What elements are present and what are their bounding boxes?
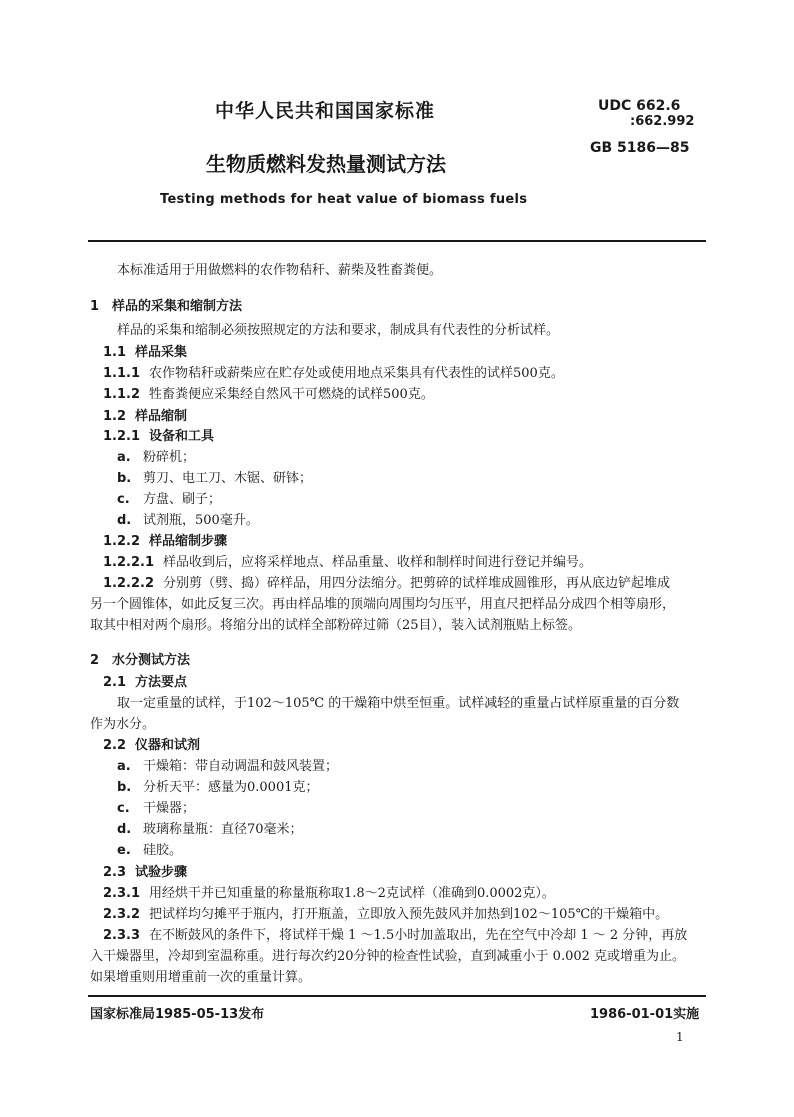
- section-title: 设备和工具: [149, 429, 215, 444]
- list-item: [117, 449, 195, 467]
- udc-code: UDC 662.6: [598, 98, 681, 114]
- section-title: 样品采集: [135, 345, 188, 360]
- section-number: 1.2.1: [103, 429, 141, 444]
- clause-number: 2.3.3: [103, 928, 141, 943]
- item-text: 玻璃称量瓶：直径70毫米；: [143, 822, 303, 837]
- item-label: b.: [117, 471, 132, 486]
- item-label: d.: [117, 513, 132, 528]
- item-label: e.: [117, 843, 131, 858]
- item-text: 硅胶。: [143, 843, 183, 858]
- item-text: 干燥箱：带自动调温和鼓风装置；: [143, 759, 339, 774]
- clause-2-3-3: [103, 927, 687, 945]
- header-rule: [88, 240, 706, 242]
- effective-date: 1986-01-01实施: [590, 1007, 700, 1022]
- issue-date: 国家标准局1985-05-13发布: [90, 1007, 265, 1022]
- clause-number: 2.3.2: [103, 907, 141, 922]
- clause-number: 1.2.2.1: [103, 555, 154, 570]
- section-title: 样品缩制步骤: [149, 534, 228, 549]
- clause-text: 牲畜粪便应采集经自然风干可燃烧的试样500克。: [149, 387, 434, 402]
- clause-1-2-2-1: [103, 554, 592, 572]
- clause-continuation: 取其中相对两个扇形。将缩分出的试样全部粉碎过筛（25目），装入试剂瓶贴上标签。: [90, 618, 582, 633]
- section-number: 2.1: [103, 675, 127, 690]
- section-title: 方法要点: [135, 675, 188, 690]
- section-title: 仪器和试剂: [135, 738, 201, 753]
- clause-text: 把试样均匀摊平于瓶内，打开瓶盖，立即放入预先鼓风并加热到102～105℃的干燥箱中。: [149, 907, 669, 922]
- page-number: 1: [676, 1030, 684, 1044]
- list-item: [117, 821, 303, 839]
- section-number: 2.2: [103, 738, 127, 753]
- section-number: 2: [90, 653, 100, 668]
- subsection-1-2: [103, 408, 187, 426]
- clause-2-3-2: [103, 906, 668, 924]
- udc-code-2: :662.992: [630, 114, 695, 129]
- clause-1-2-2-2: [103, 575, 670, 593]
- list-item: [117, 800, 195, 818]
- clause-continuation: 另一个圆锥体，如此反复三次。再由样品堆的顶端向周围均匀压平，用直尺把样品分成四个相等扇形，: [90, 597, 676, 612]
- list-item: [117, 842, 182, 860]
- list-item: [117, 758, 338, 776]
- section-number: 2.3: [103, 865, 127, 880]
- clause-text: 样品收到后，应将采样地点、样品重量、收样和制样时间进行登记并编号。: [163, 555, 593, 570]
- item-text: 试剂瓶，500毫升。: [143, 513, 259, 528]
- item-text: 分析天平：感量为0.0001克；: [143, 780, 319, 795]
- intro-text: 本标准适用于用做燃料的农作物秸秆、薪柴及牲畜粪便。: [117, 263, 443, 278]
- item-label: d.: [117, 822, 132, 837]
- item-label: a.: [117, 759, 131, 774]
- paragraph: 取一定重量的试样，于102～105℃ 的干燥箱中烘至恒重。试样减轻的重量占试样原重量的百分数: [117, 696, 680, 711]
- clause-text: 分别剪（劈、捣）碎样品，用四分法缩分。把剪碎的试样堆成圆锥形，再从底边铲起堆成: [163, 576, 671, 591]
- item-label: c.: [117, 801, 130, 816]
- title-cn: 生物质燃料发热量测试方法: [206, 152, 446, 176]
- section-1-heading: [90, 298, 242, 316]
- item-text: 粉碎机；: [143, 450, 196, 465]
- list-item: [117, 491, 221, 509]
- standard-org: 中华人民共和国国家标准: [215, 100, 436, 122]
- list-item: [117, 779, 319, 797]
- clause-number: 1.2.2.2: [103, 576, 154, 591]
- section-title: 试验步骤: [135, 865, 188, 880]
- subsection-2-1: [103, 674, 187, 692]
- subsection-1-2-2: [103, 533, 227, 551]
- section-number: 1: [90, 299, 100, 314]
- clause-text: 用经烘干并已知重量的称量瓶称取1.8～2克试样（准确到0.0002克）。: [149, 886, 555, 901]
- section-number: 1.2: [103, 409, 127, 424]
- clause-continuation: 如果增重则用增重前一次的重量计算。: [90, 970, 312, 985]
- footer-rule: [88, 995, 706, 997]
- gb-number: GB 5186—85: [590, 140, 690, 156]
- section-number: 1.1: [103, 345, 127, 360]
- section-title: 样品缩制: [135, 409, 188, 424]
- clause-continuation: 入干燥器里，冷却到室温称重。进行每次约20分钟的检查性试验，直到减重小于 0.002 克或增重为止。: [90, 949, 686, 964]
- section-title: 水分测试方法: [112, 653, 191, 668]
- clause-number: 1.1.1: [103, 366, 141, 381]
- clause-1-1-2: [103, 386, 434, 404]
- section-2-heading: [90, 652, 190, 670]
- item-text: 干燥器；: [143, 801, 196, 816]
- clause-2-3-1: [103, 885, 555, 903]
- list-item: [117, 470, 312, 488]
- clause-text: 农作物秸秆或薪柴应在贮存处或使用地点采集具有代表性的试样500克。: [149, 366, 564, 381]
- item-label: a.: [117, 450, 131, 465]
- subsection-2-3: [103, 864, 187, 882]
- subsection-1-1: [103, 344, 187, 362]
- title-en: Testing methods for heat value of biomass fuels: [160, 192, 528, 207]
- item-text: 方盘、刷子；: [143, 492, 222, 507]
- section-title: 样品的采集和缩制方法: [112, 299, 243, 314]
- item-label: b.: [117, 780, 132, 795]
- clause-text: 在不断鼓风的条件下，将试样干燥 1 ～1.5小时加盖取出，先在空气中冷却 1 ～ 2 分钟，再放: [149, 928, 688, 943]
- paragraph-continuation: 作为水分。: [90, 717, 156, 732]
- clause-1-1-1: [103, 365, 564, 383]
- clause-number: 2.3.1: [103, 886, 141, 901]
- item-text: 剪刀、电工刀、木锯、研钵；: [143, 471, 313, 486]
- paragraph: 样品的采集和缩制必须按照规定的方法和要求，制成具有代表性的分析试样。: [117, 323, 560, 338]
- clause-number: 1.1.2: [103, 387, 141, 402]
- section-number: 1.2.2: [103, 534, 141, 549]
- subsection-2-2: [103, 737, 200, 755]
- list-item: [117, 512, 259, 530]
- item-label: c.: [117, 492, 130, 507]
- subsection-1-2-1: [103, 428, 214, 446]
